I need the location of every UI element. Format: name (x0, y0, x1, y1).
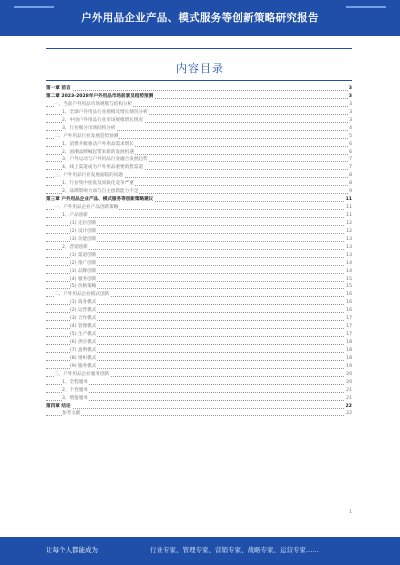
title-divider (46, 48, 352, 49)
toc-entry[interactable] (46, 149, 352, 157)
toc-entry-page: 17 (346, 324, 352, 330)
toc-entry-page: 18 (346, 355, 352, 361)
toc-leader-dots (46, 415, 352, 416)
toc-entry-title: (9) 服务模式 (70, 363, 97, 369)
toc-entry-title: 1、产品创新 (62, 213, 88, 218)
toc-entry-title: (7) 盈利模式 (70, 347, 97, 353)
toc-entry[interactable] (46, 180, 352, 188)
toc-entry-title: 参考文献 (62, 411, 81, 417)
toc-entry-title: 2、中国户外用品行业市场规模增长情况 (62, 117, 144, 123)
toc-entry[interactable] (46, 347, 352, 355)
toc-entry[interactable] (46, 323, 352, 331)
toc-entry-title: 三、户外用品企业服务创新 (54, 371, 110, 377)
toc-entry-page: 19 (346, 363, 352, 369)
toc-entry-page: 15 (346, 284, 352, 290)
toc-entry-title: (4) 管理模式 (70, 324, 97, 330)
toc-entry-title: 4、线上渠道成为户外用品重要销售渠道 (62, 165, 144, 171)
toc-entry-page: 7 (349, 157, 352, 163)
toc-entry-page: 16 (346, 292, 352, 298)
toc-entry-page: 3 (349, 101, 352, 107)
toc-entry[interactable] (46, 299, 352, 307)
toc-entry[interactable] (46, 291, 352, 299)
toc-entry[interactable] (46, 410, 352, 418)
toc-entry-page: 18 (346, 347, 352, 353)
toc-entry-page: 16 (346, 300, 352, 306)
toc-entry-title: (1) 渠道创新 (70, 252, 97, 258)
toc-entry-page: 14 (346, 260, 352, 266)
toc-entry-page: 9 (349, 189, 352, 195)
toc-entry-title: (2) 运营模式 (70, 308, 97, 314)
toc-entry[interactable] (46, 220, 352, 228)
toc-entry[interactable] (46, 355, 352, 363)
toc-entry-title: 3、行业细分市场结构分析 (62, 125, 116, 131)
toc-entry-page: 22 (346, 411, 352, 417)
toc-entry-page: 11 (346, 205, 352, 211)
report-footer (0, 537, 400, 565)
toc-entry-title: (2) 推广创新 (70, 260, 97, 266)
toc-entry-page: 22 (345, 403, 352, 409)
report-title: 户外用品企业产品、模式服务等创新策略研究报告 (81, 12, 319, 24)
toc-entry-title: 第四章 结论 (46, 403, 71, 409)
toc-entry-title: (6) 供应模式 (70, 340, 97, 345)
toc-entry-page: 11 (346, 213, 352, 218)
toc-entry-title: 2、营销创新 (62, 244, 88, 250)
toc-entry-title: 第二章 2023-2028年户外用品市场前景及趋势预测 (46, 93, 154, 99)
toc-entry[interactable] (46, 268, 352, 276)
toc-entry[interactable] (46, 260, 352, 268)
toc-entry[interactable] (46, 252, 352, 260)
toc-entry-title: (3) 品牌创新 (70, 268, 97, 274)
toc-entry[interactable] (46, 331, 352, 339)
toc-entry[interactable] (46, 244, 352, 252)
toc-entry[interactable] (46, 93, 352, 101)
toc-entry-title: 一、当前户外用品市场规模与结构分析 (54, 101, 133, 107)
toc-entry-title: 1、行业集中度低及同质化竞争严重 (62, 181, 134, 187)
toc-entry[interactable] (46, 283, 352, 291)
toc-entry-title: (1) 定位创新 (70, 220, 97, 226)
toc-entry-page: 3 (349, 109, 352, 115)
toc-leader-dots (46, 249, 352, 250)
header-decoration (346, 6, 386, 8)
toc-entry[interactable] (46, 117, 352, 125)
toc-entry[interactable] (46, 109, 352, 117)
toc-entry[interactable] (46, 339, 352, 347)
toc-entry-title: 2、国潮品牌崛起带来新的发展机遇 (62, 149, 134, 155)
toc-entry-page: 20 (346, 379, 352, 385)
toc-entry-page: 20 (346, 371, 352, 377)
toc-entry-page: 12 (346, 228, 352, 234)
toc-entry-page: 7 (349, 165, 352, 171)
toc-entry[interactable] (46, 403, 352, 411)
toc-entry[interactable] (46, 156, 352, 164)
toc-entry-page: 17 (346, 332, 352, 338)
toc-entry-page: 3 (349, 117, 352, 123)
toc-entry-page: 3 (348, 93, 352, 99)
toc-leader-dots (46, 400, 352, 401)
toc-entry-page: 3 (348, 86, 352, 91)
toc-entry-title: 第三章 户外用品企业产品、模式服务等创新策略建议 (46, 197, 154, 203)
toc-entry[interactable] (46, 236, 352, 244)
toc-entry-title: (2) 设计创新 (70, 228, 97, 234)
page-number: 1 (349, 510, 352, 515)
toc-entry-page: 18 (346, 340, 352, 345)
toc-entry[interactable] (46, 276, 352, 284)
report-header (0, 0, 400, 36)
toc-entry-title: 2、个性服务 (62, 387, 88, 393)
toc-entry-title: 1、全球户外用品行业规模及增长情况分析 (62, 109, 148, 115)
toc-entry-title: 2、品牌影响力弱与自主创新能力不足 (62, 189, 139, 195)
toc-entry-page: 21 (346, 387, 352, 393)
toc-entry[interactable] (46, 204, 352, 212)
toc-entry[interactable] (46, 85, 352, 93)
toc-entry-page: 4 (349, 125, 352, 131)
toc-entry-page: 17 (346, 316, 352, 322)
toc-entry-page: 6 (349, 141, 352, 147)
toc-entry[interactable] (46, 196, 352, 204)
toc-entry-title: (8) 组织模式 (70, 355, 97, 361)
toc-leader-dots (46, 384, 352, 385)
toc-divider (46, 80, 352, 81)
toc-entry-title: (4) 服务创新 (70, 276, 97, 282)
toc-entry-page: 6 (349, 149, 352, 155)
toc-entry[interactable] (46, 371, 352, 379)
toc-entry[interactable] (46, 315, 352, 323)
toc-entry-title: (3) 合作模式 (70, 316, 97, 322)
toc-entry[interactable] (46, 363, 352, 371)
toc-entry-page: 8 (349, 181, 352, 187)
toc-entry-title: (5) 价格策略 (70, 284, 97, 290)
toc-leader-dots (46, 392, 352, 393)
toc-entry-title: (1) 商业模式 (70, 300, 97, 306)
toc-entry-title: 二、户外用品企业模式创新 (54, 292, 110, 298)
toc-entry-page: 12 (346, 220, 352, 226)
toc-entry-page: 15 (346, 276, 352, 282)
toc-entry-title: 第一章 前言 (46, 86, 71, 91)
footer-slogan: 让每个人都能成为 (46, 546, 98, 554)
toc-entry-page: 16 (346, 308, 352, 314)
toc-entry-page: 8 (349, 173, 352, 179)
toc-entry-title: (3) 功能创新 (70, 236, 97, 242)
toc-leader-dots (46, 90, 352, 91)
toc-entry[interactable] (46, 125, 352, 133)
toc-entry[interactable] (46, 188, 352, 196)
toc-entry-title: 三、户外用品行业发展面临的问题 (54, 173, 123, 179)
toc-entry[interactable] (46, 395, 352, 403)
toc-entry-page: 11 (345, 197, 352, 203)
toc-entry[interactable] (46, 164, 352, 172)
toc-entry-title: 一、户外用品企业产品创新策略 (54, 205, 119, 211)
toc-entry-title: 3、增值服务 (62, 395, 88, 401)
toc-entry-title: (5) 生产模式 (70, 332, 97, 338)
toc-entry[interactable] (46, 228, 352, 236)
toc-leader-dots (46, 217, 352, 218)
table-of-contents (46, 85, 352, 418)
toc-entry-title: 1、全程服务 (62, 379, 88, 385)
header-decoration (14, 6, 54, 8)
toc-entry-page: 13 (346, 236, 352, 242)
toc-entry-page: 13 (346, 244, 352, 250)
toc-entry[interactable] (46, 101, 352, 109)
toc-entry-title: 3、户外运动与户外用品行业融合发展趋势 (62, 157, 148, 163)
toc-entry[interactable] (46, 307, 352, 315)
toc-entry[interactable] (46, 379, 352, 387)
toc-entry-page: 21 (346, 395, 352, 401)
toc-entry[interactable] (46, 387, 352, 395)
toc-entry-page: 14 (346, 268, 352, 274)
toc-entry[interactable] (46, 172, 352, 180)
toc-entry[interactable] (46, 141, 352, 149)
toc-entry-page: 13 (346, 252, 352, 258)
footer-roles: 行业专家、管理专家、营销专家、战略专家、运营专家…… (150, 546, 319, 554)
toc-leader-dots (46, 408, 352, 409)
toc-entry-page: 5 (349, 133, 352, 139)
toc-entry-title: 1、消费升级驱动户外用品需求增长 (62, 141, 134, 147)
toc-entry[interactable] (46, 212, 352, 220)
toc-heading: 内容目录 (176, 62, 224, 75)
toc-entry-title: 二、户外用品行业发展趋势预测 (54, 133, 119, 139)
toc-entry[interactable] (46, 133, 352, 141)
